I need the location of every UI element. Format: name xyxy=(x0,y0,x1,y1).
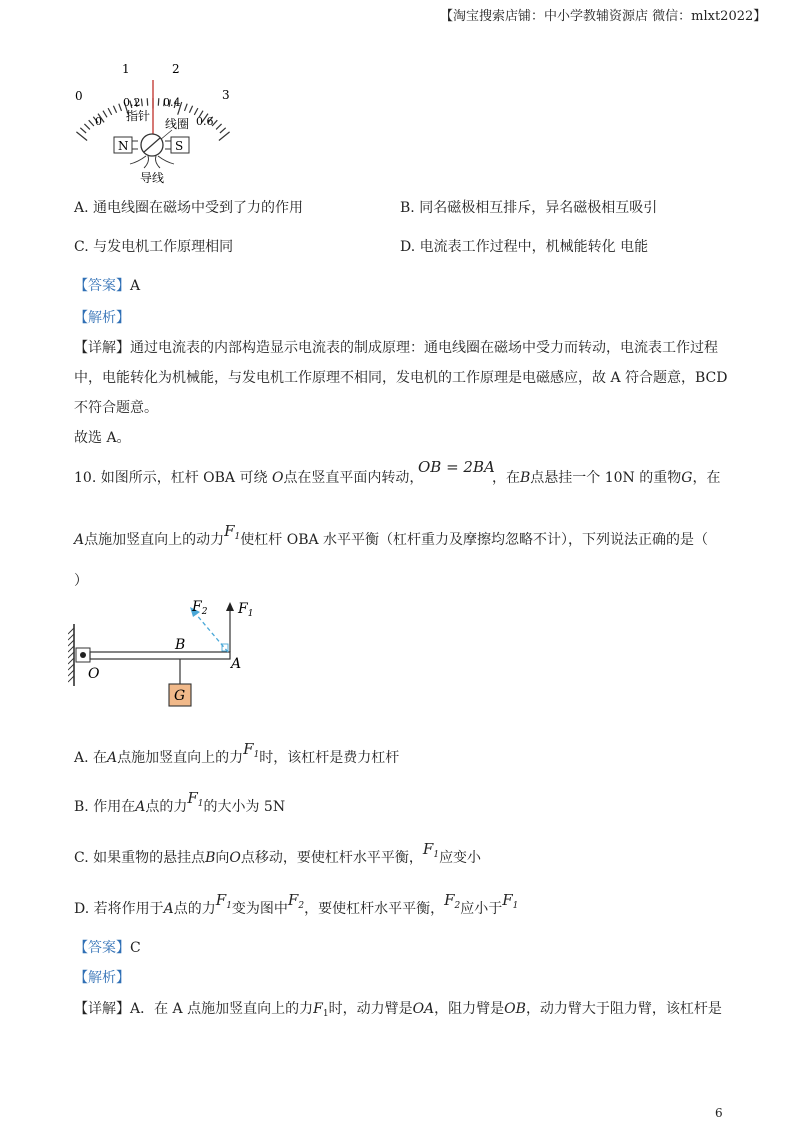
q9-answer xyxy=(74,278,140,294)
page-number: 6 xyxy=(715,1106,723,1120)
coil-label: 线圈 xyxy=(165,117,190,131)
ammeter-figure xyxy=(68,58,238,193)
scale-tick xyxy=(89,120,94,126)
equation-ob-2ba: OB = 2BA xyxy=(418,458,495,476)
q10-stem-line2: A点施加竖直向上的动力$F_1$使杠杆 OBA 水平平衡（杠杆重力及摩擦均忽略不计），下列说法正确的是（ xyxy=(74,522,709,548)
bottom-scale-02: 0.2 xyxy=(123,96,141,109)
label-f2: $F_2$ xyxy=(192,599,208,617)
f1-symbol: $F_1$ xyxy=(502,891,519,911)
weight-label-g: G xyxy=(174,688,186,704)
scale-tick xyxy=(84,124,90,129)
label-o: O xyxy=(88,666,100,682)
q10-detail-line1: 【详解】A．在 A 点施加竖直向上的力$F_1$时，动力臂是OA，阻力臂是OB，动力臂大于阻力臂，该杠杆是 xyxy=(74,1001,722,1019)
bottom-scale-06: 0.6 xyxy=(196,115,214,128)
lever-figure xyxy=(68,596,258,714)
pointer-label: 指针 xyxy=(126,109,151,123)
point-o: O xyxy=(271,470,284,486)
f1-symbol: $F_1$ xyxy=(243,740,260,760)
q10-stem-line3: ） xyxy=(74,573,88,589)
header-shop-text: 【淘宝搜索店铺：中小学教辅资源店 微信：mlxt2022】 xyxy=(440,9,767,24)
q10-stem-line1: 10. 如图所示，杠杆 OBA 可绕 O点在竖直平面内转动， xyxy=(74,470,424,486)
scale-tick xyxy=(158,98,159,106)
q10-answer xyxy=(74,940,141,956)
scale-tick xyxy=(147,98,148,106)
q10-option-b: B. 作用在A点的力$F_1$的大小为 5N xyxy=(74,789,286,815)
scale-tick xyxy=(216,124,222,129)
q9-option-b: B. 同名磁极相互排斥，异名磁极相互吸引 xyxy=(400,200,658,216)
bottom-scale-0: 0 xyxy=(95,115,102,128)
f2-symbol: $F_2$ xyxy=(287,891,305,911)
scale-tick xyxy=(113,106,116,113)
scale-tick xyxy=(80,128,86,133)
q10-option-a: A. 在A点施加竖直向上的力$F_1$时，该杠杆是费力杠杆 xyxy=(74,740,400,766)
f2-symbol: $F_2$ xyxy=(444,891,461,911)
q9-option-c: C. 与发电机工作原理相同 xyxy=(74,239,234,255)
f1-symbol: $F_1$ xyxy=(187,789,204,809)
q9-detail-line2: 中，电能转化为机械能，与发电机工作原理不相同，发电机的工作原理是电磁感应，故 A 符合题意，BCD xyxy=(74,370,728,386)
f1-symbol: $F_1$ xyxy=(215,891,232,911)
f1-symbol: $F_1$ xyxy=(422,840,440,860)
wire-label: 导线 xyxy=(140,171,165,185)
label-f1: $F_1$ xyxy=(238,601,254,619)
label-a: A xyxy=(231,656,242,672)
scale-tick xyxy=(194,108,198,115)
f1-symbol: $F_1$ xyxy=(224,522,241,542)
force-f2-arrow xyxy=(195,613,228,652)
scale-tick xyxy=(220,128,226,133)
top-scale-2: 2 xyxy=(172,62,180,76)
q10-stem-line1-cont: ，在B点悬挂一个 10N 的重物G，在 xyxy=(492,470,721,486)
scale-tick xyxy=(103,111,107,118)
q9-option-d: D. 电流表工作过程中，机械能转化 电能 xyxy=(400,239,649,255)
scale-tick xyxy=(185,104,188,111)
q9-conclusion: 故选 A。 xyxy=(74,430,131,446)
scale-tick xyxy=(119,104,122,111)
bottom-scale-04: 0.4 xyxy=(163,96,181,109)
q10-analysis-tag: 【解析】 xyxy=(74,970,130,986)
answer-value: C xyxy=(130,940,141,956)
lever-bar xyxy=(90,652,230,659)
top-scale-3: 3 xyxy=(222,88,230,102)
top-scale-0: 0 xyxy=(75,89,83,103)
q10-option-d: D. 若将作用于A点的力$F_1$变为图中$F_2$，要使杠杆水平平衡，$F_2$应小于$F_1$ xyxy=(74,891,519,917)
north-label: N xyxy=(118,139,129,153)
top-scale-1: 1 xyxy=(122,62,130,76)
q9-detail-line3: 不符合题意。 xyxy=(74,400,158,416)
q9-detail-line1: 【详解】通过电流表的内部构造显示电流表的制成原理：通电线圈在磁场中受力而转动，电流表工作过程 xyxy=(74,340,718,356)
scale-tick xyxy=(108,108,112,115)
south-label: S xyxy=(175,139,184,153)
pivot-o xyxy=(80,652,86,658)
label-b: B xyxy=(175,637,186,653)
scale-tick xyxy=(141,99,142,107)
answer-tag: 【答案】 xyxy=(74,940,130,956)
q9-analysis-tag: 【解析】 xyxy=(74,310,130,326)
q10-option-c: C. 如果重物的悬挂点B向O点移动，要使杠杆水平平衡，$F_1$应变小 xyxy=(74,840,482,866)
scale-tick xyxy=(189,106,192,113)
answer-tag: 【答案】 xyxy=(74,278,130,294)
detail-tag: 【详解】 xyxy=(74,340,130,356)
q9-option-a: A. 通电线圈在磁场中受到了力的作用 xyxy=(74,200,304,216)
answer-value: A xyxy=(130,278,141,294)
